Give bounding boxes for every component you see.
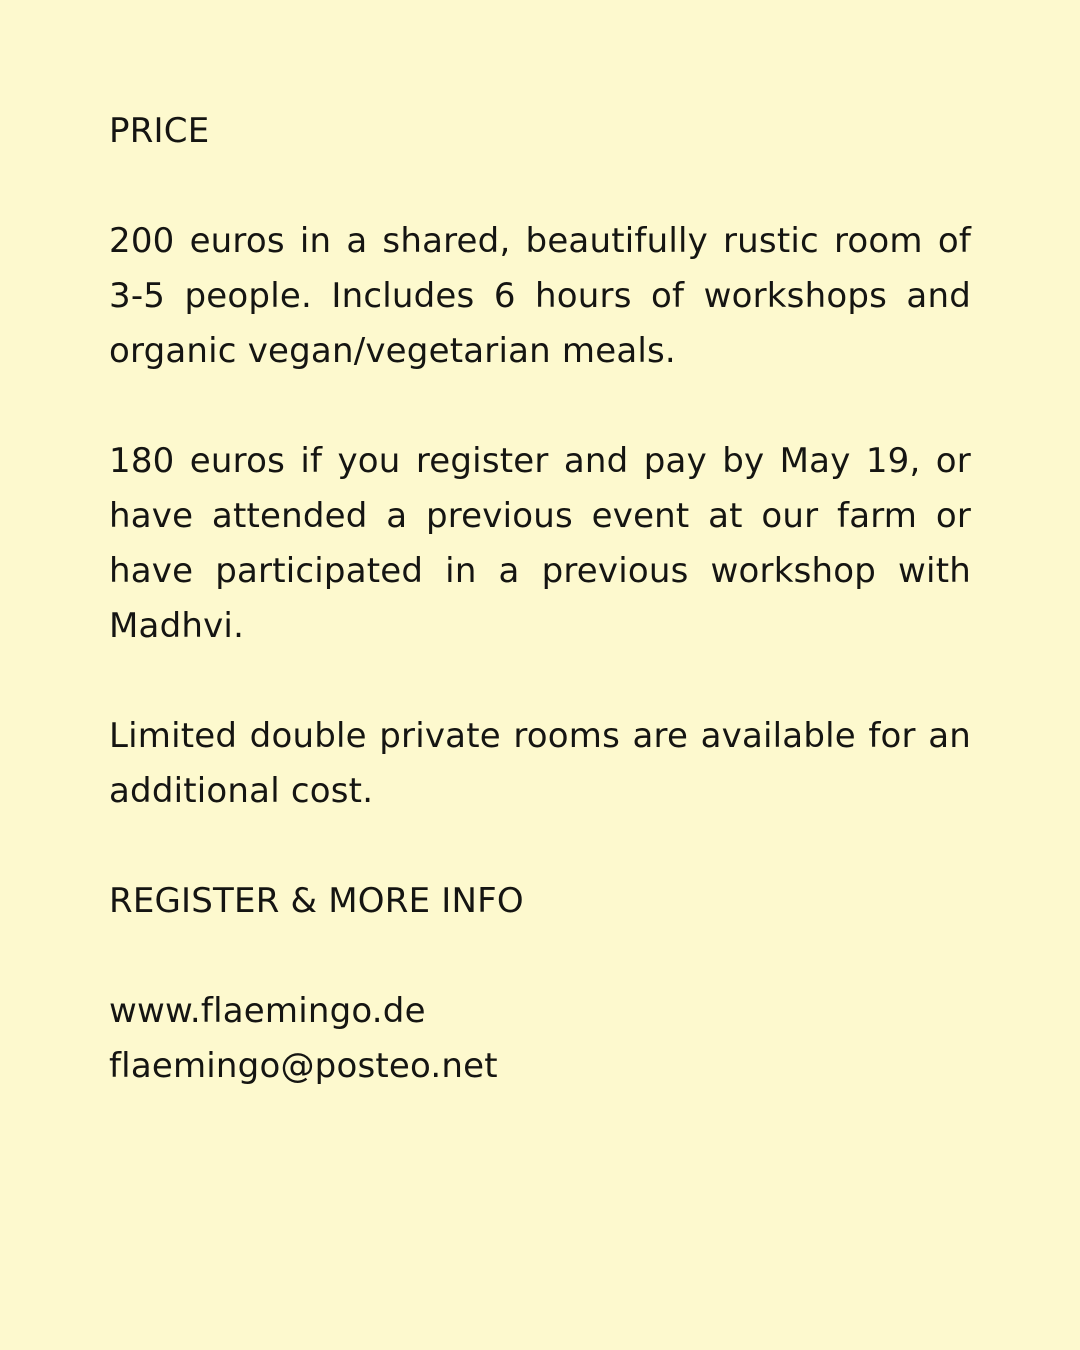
email-link[interactable]: flaemingo@posteo.net [109, 1046, 498, 1086]
register-heading: REGISTER & MORE INFO [109, 881, 524, 921]
contact-links [109, 984, 971, 1094]
price-heading: PRICE [109, 111, 210, 151]
price-discount-paragraph: 180 euros if you register and pay by May 19, or have attended a previous event at our farm or have participated in a previous workshop with Madhvi. [109, 441, 971, 646]
content-area [109, 104, 971, 1094]
price-shared-room-paragraph: 200 euros in a shared, beautifully rustic room of 3-5 people. Includes 6 hours of workshops and organic vegan/vegetarian meals. [109, 221, 971, 371]
private-rooms-paragraph: Limited double private rooms are available for an additional cost. [109, 716, 971, 811]
website-link[interactable]: www.flaemingo.de [109, 991, 426, 1031]
